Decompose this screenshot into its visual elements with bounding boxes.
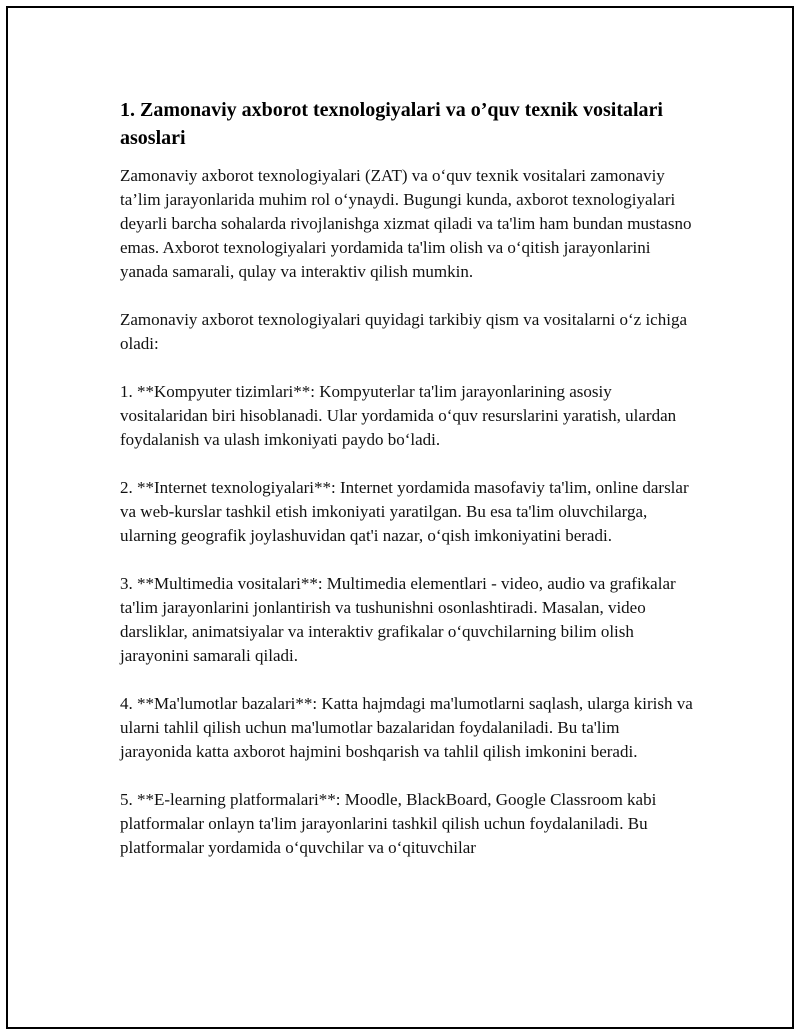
list-item-internet-technologies: 2. **Internet texnologiyalari**: Internet yordamida masofaviy ta'lim, online darslar va web-kurslar tashkil etish imkoniyati yaratilgan. Bu esa ta'lim oluvchilarga, ularning geografik joylashuvidan qat'i nazar, o‘qish imkoniyatini beradi. [120,478,689,545]
page-frame [6,6,794,1029]
list-item-databases: 4. **Ma'lumotlar bazalari**: Katta hajmdagi ma'lumotlarni saqlash, ularga kirish va ularni tahlil qilish uchun ma'lumotlar bazalaridan foydalaniladi. Bu ta'lim jarayonida katta axborot hajmini boshqarish va tahlil qilish imkonini beradi. [120,694,693,761]
list-item-elearning-platforms: 5. **E-learning platformalari**: Moodle, BlackBoard, Google Classroom kabi platformalar onlayn ta'lim jarayonlarini tashkil qilish uchun foydalaniladi. Bu platformalar yordamida o‘quvchilar va o‘qituvchilar [120,790,657,857]
components-intro-paragraph: Zamonaviy axborot texnologiyalari quyidagi tarkibiy qism va vositalarni o‘z ichiga oladi: [120,310,687,353]
intro-paragraph: Zamonaviy axborot texnologiyalari (ZAT) va o‘quv texnik vositalari zamonaviy ta’lim jarayonlarida muhim rol o‘ynaydi. Bugungi kunda, axborot texnologiyalari deyarli barcha sohalarda rivojlanishga xizmat qiladi va ta'lim ham bundan mustasno emas. Axborot texnologiyalari yordamida ta'lim olish va o‘qitish jarayonlarini yanada samarali, qulay va interaktiv qilish mumkin. [120,166,692,281]
list-item-multimedia-tools: 3. **Multimedia vositalari**: Multimedia elementlari - video, audio va grafikalar ta'lim jarayonlarini jonlantirish va tushunishni osonlashtiradi. Masalan, video darsliklar, animatsiyalar va interaktiv grafikalar o‘quvchilarning bilim olish jarayonini samarali qiladi. [120,574,676,665]
section-heading: 1. Zamonaviy axborot texnologiyalari va o’quv texnik vositalari asoslari [120,99,663,149]
document-body [120,96,695,860]
list-item-computer-systems: 1. **Kompyuter tizimlari**: Kompyuterlar ta'lim jarayonlarining asosiy vositalaridan biri hisoblanadi. Ular yordamida o‘quv resurslarini yaratish, ulardan foydalanish va ulash imkoniyati paydo bo‘ladi. [120,382,677,449]
